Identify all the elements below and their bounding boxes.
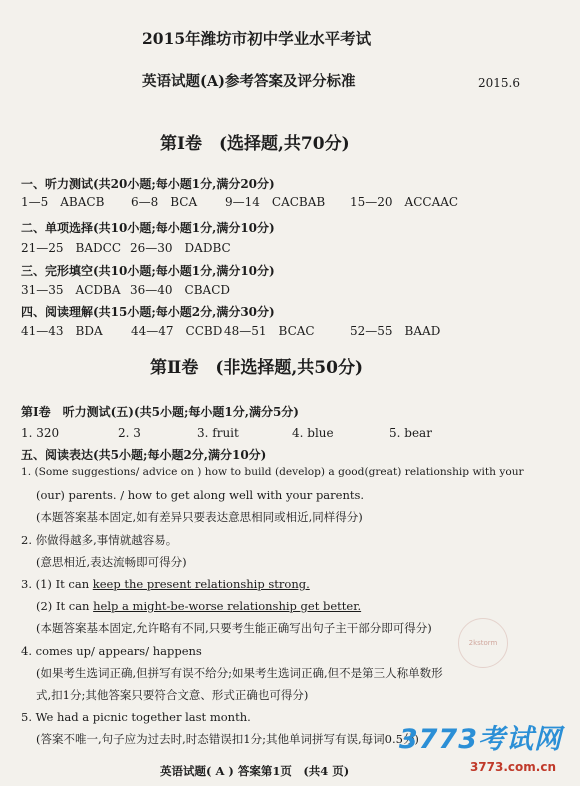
exam-date: 2015.6 bbox=[478, 76, 520, 90]
section-reading-title: 四、阅读理解(共15小题;每小题2分,满分30分) bbox=[21, 305, 275, 319]
section-cloze-title: 三、完形填空(共10小题;每小题1分,满分10分) bbox=[21, 264, 275, 278]
reading-answers-44-47: 44—47 CCBD bbox=[131, 324, 223, 338]
listening-five-answer-5: 5. bear bbox=[389, 426, 432, 440]
q3-answer-line2 bbox=[36, 600, 361, 613]
q2-scoring-note: (意思相近,表达流畅即可得分) bbox=[36, 555, 187, 569]
listening-five-answer-1: 1. 320 bbox=[21, 426, 60, 440]
listening-five-answer-3: 3. fruit bbox=[197, 426, 239, 440]
exam-title: 2015年潍坊市初中学业水平考试 bbox=[142, 29, 372, 48]
section-single-choice-title: 二、单项选择(共10小题;每小题1分,满分10分) bbox=[21, 221, 275, 235]
listening-five-answer-4: 4. blue bbox=[292, 426, 334, 440]
single-choice-answers-26-30: 26—30 DADBC bbox=[130, 241, 231, 255]
cloze-answers-31-35: 31—35 ACDBA bbox=[21, 283, 121, 297]
q3-line1-underlined: keep the present relationship strong. bbox=[92, 577, 310, 591]
q3-line2-prefix: (2) It can bbox=[36, 599, 94, 613]
watermark-stamp: 2kstorm bbox=[458, 618, 508, 668]
part1-heading: 第Ⅰ卷 (选择题,共70分) bbox=[160, 134, 350, 154]
watermark-brand-logo: 3773考试网 bbox=[398, 724, 562, 755]
reading-answers-52-55: 52—55 BAAD bbox=[350, 324, 441, 338]
q4-scoring-note-2: 式,扣1分;其他答案只要符合文意、形式正确也可得分) bbox=[36, 688, 309, 702]
q5-answer: 5. We had a picnic together last month. bbox=[21, 710, 251, 724]
part2-heading: 第Ⅱ卷 (非选择题,共50分) bbox=[150, 358, 363, 378]
answer-key-subtitle: 英语试题(A)参考答案及评分标准 bbox=[142, 73, 356, 90]
q4-scoring-note-1: (如果考生选词正确,但拼写有误不给分;如果考生选词正确,但不是第三人称单数形 bbox=[36, 666, 443, 680]
listening-answers-15-20: 15—20 ACCAAC bbox=[350, 195, 459, 209]
watermark-url: 3773.com.cn bbox=[469, 760, 556, 774]
listening-answers-6-8: 6—8 BCA bbox=[131, 195, 198, 209]
listening-five-title: 第Ⅰ卷 听力测试(五)(共5小题;每小题1分,满分5分) bbox=[21, 405, 299, 419]
q3-line1-prefix: 3. (1) It can bbox=[21, 577, 93, 591]
single-choice-answers-21-25: 21—25 BADCC bbox=[21, 241, 122, 255]
q3-answer-line1 bbox=[21, 578, 310, 591]
listening-answers-1-5: 1—5 ABACB bbox=[21, 195, 105, 209]
reading-answers-41-43: 41—43 BDA bbox=[21, 324, 103, 338]
q3-scoring-note: (本题答案基本固定,允许略有不同,只要考生能正确写出句子主干部分即可得分) bbox=[36, 621, 432, 635]
section-listening-title: 一、听力测试(共20小题;每小题1分,满分20分) bbox=[21, 177, 275, 191]
q1-scoring-note: (本题答案基本固定,如有差异只要表达意思相同或相近,同样得分) bbox=[36, 510, 363, 524]
q1-answer-line2: (our) parents. / how to get along well with your parents. bbox=[36, 488, 365, 502]
q2-answer: 2. 你做得越多,事情就越容易。 bbox=[21, 533, 178, 547]
q4-answer: 4. comes up/ appears/ happens bbox=[21, 644, 202, 658]
q5-scoring-note: (答案不唯一,句子应为过去时,时态错误扣1分;其他单词拼写有误,每词0.5分) bbox=[36, 732, 419, 746]
cloze-answers-36-40: 36—40 CBACD bbox=[130, 283, 231, 297]
reading-expression-title: 五、阅读表达(共5小题;每小题2分,满分10分) bbox=[21, 448, 267, 462]
listening-five-answer-2: 2. 3 bbox=[118, 426, 141, 440]
reading-answers-48-51: 48—51 BCAC bbox=[224, 324, 315, 338]
page-footer: 英语试题( A ) 答案第1页 (共4 页) bbox=[160, 764, 350, 778]
q1-answer-line1: 1. (Some suggestions/ advice on ) how to build (develop) a good(great) relationship with your bbox=[21, 466, 524, 478]
listening-answers-9-14: 9—14 CACBAB bbox=[225, 195, 326, 209]
q3-line2-underlined: help a might-be-worse relationship get better. bbox=[93, 599, 362, 613]
